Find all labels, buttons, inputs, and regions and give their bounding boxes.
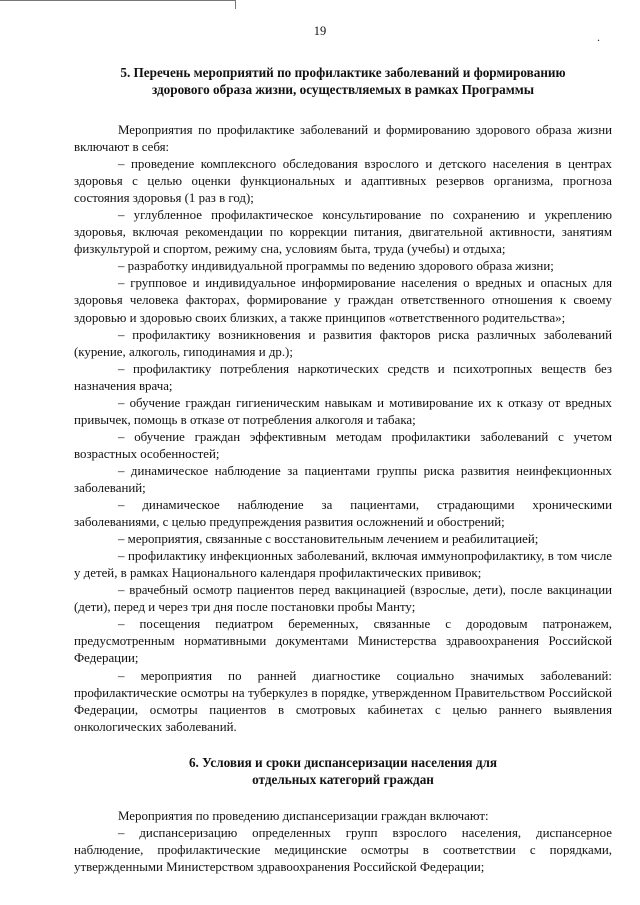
scan-corner-mark xyxy=(0,0,236,9)
section-5-item: – обучение граждан гигиеническим навыкам и мотивирование их к отказу от вредных привычек, помощь в отказе от потребления алкоголя и табака; xyxy=(74,395,612,427)
section-5-heading xyxy=(74,64,612,98)
section-6-intro: Мероприятия по проведению диспансеризации граждан включают: xyxy=(118,808,489,823)
section-6-item: – диспансеризацию определенных групп взрослого населения, диспансерное наблюдение, профилактические медицинские осмотры в соответствии с порядками, утвержденными Министерством здравоохранения Российской Федерации; xyxy=(74,825,612,874)
section-5-item: – разработку индивидуальной программы по ведению здорового образа жизни; xyxy=(118,259,554,274)
section-5-heading-line-2: здорового образа жизни, осуществляемых в рамках Программы xyxy=(151,82,535,97)
section-5-item: – профилактику возникновения и развития факторов риска различных заболеваний (курение, алкоголь, гиподинамия и др.); xyxy=(74,327,612,359)
scan-dot-mark: . xyxy=(597,30,600,44)
section-6-heading-line-1: 6. Условия и сроки диспансеризации населения для xyxy=(188,754,498,770)
document-body xyxy=(74,64,612,876)
section-5-item: – обучение граждан эффективным методам профилактики заболеваний с учетом возрастных особенностей; xyxy=(74,429,612,461)
page-number: 19 xyxy=(313,24,327,38)
section-5-item: – профилактику потребления наркотических средств и психотропных веществ без назначения врача; xyxy=(74,361,612,393)
section-5-item: – профилактику инфекционных заболеваний, включая иммунопрофилактику, в том числе у детей, в рамках Национального календаря профилактических прививок; xyxy=(74,549,612,581)
section-5-item: – проведение комплексного обследования взрослого и детского населения в центрах здоровья с целью оценки функциональных и адаптивных резервов организма, прогноза состояния здоровья (1 раз в год); xyxy=(74,157,612,206)
section-6-heading xyxy=(74,754,612,788)
section-6-heading-line-2: отдельных категорий граждан xyxy=(252,771,434,787)
section-5-item: – динамическое наблюдение за пациентами, страдающими хроническими заболеваниями, с целью предупреждения развития осложнений и обострений; xyxy=(74,498,612,530)
section-5-intro: Мероприятия по профилактике заболеваний и формированию здорового образа жизни включают в себя: xyxy=(74,123,612,155)
section-5-item: – мероприятия по ранней диагностике социально значимых заболеваний: профилактические осмотры на туберкулез в порядке, утвержденном Правительством Российской Федерации, осмотры пациентов в смотровых кабинетах с целью раннего выявления онкологических заболеваний. xyxy=(74,668,612,734)
section-5-item: – групповое и индивидуальное информирование населения о вредных и опасных для здоровья человека факторах, формирование у граждан ответственного отношения к своему здоровью и здоровью своих близких, а также принципов «ответственного родительства»; xyxy=(74,276,612,325)
section-5-item: – углубленное профилактическое консультирование по сохранению и укреплению здоровья, включая рекомендации по коррекции питания, двигательной активности, занятиям физкультурой и спортом, режиму сна, условиям быта, труда (учебы) и отдыха; xyxy=(74,208,612,257)
section-5-item: – врачебный осмотр пациентов перед вакцинацией (взрослые, дети), после вакцинации (дети), перед и через три дня после постановки пробы Манту; xyxy=(74,583,612,615)
section-5-item: – мероприятия, связанные с восстановительным лечением и реабилитацией; xyxy=(118,532,539,547)
section-5-item: – динамическое наблюдение за пациентами группы риска развития неинфекционных заболеваний; xyxy=(74,463,612,495)
section-5-item: – посещения педиатром беременных, связанные с дородовым патронажем, предусмотренным нормативными документами Министерства здравоохранения Российской Федерации; xyxy=(74,617,612,666)
section-5-heading-line-1: 5. Перечень мероприятий по профилактике заболеваний и формированию xyxy=(120,65,566,80)
